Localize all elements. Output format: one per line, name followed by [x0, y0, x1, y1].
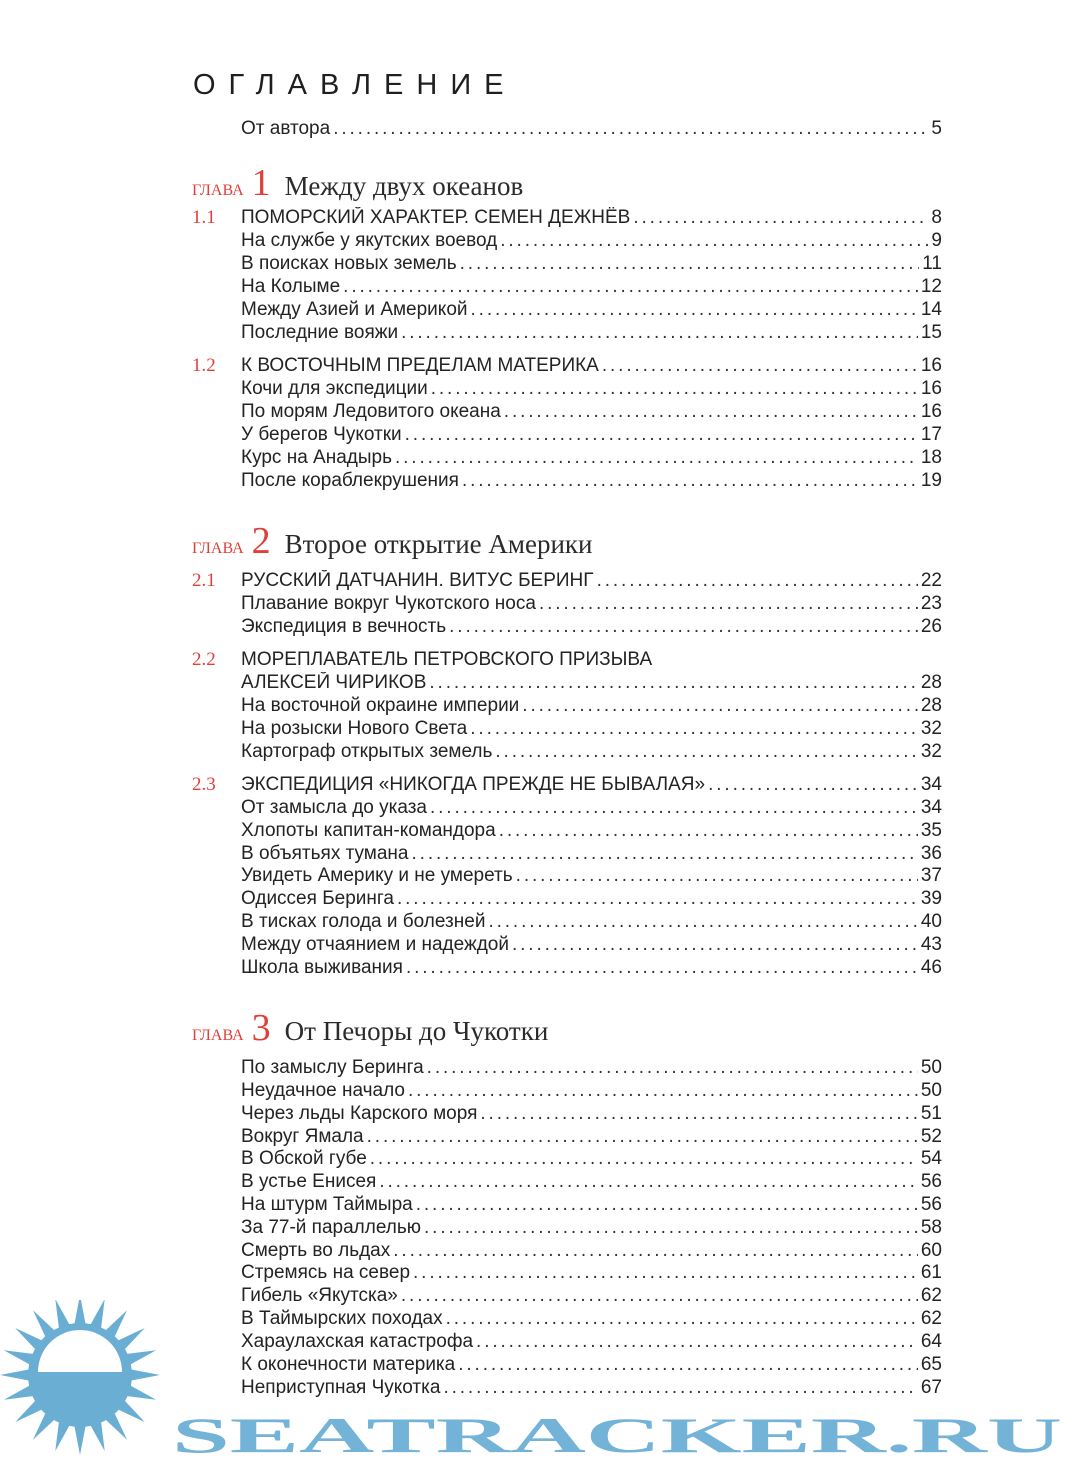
page-number: 18	[920, 447, 942, 468]
page-number: 37	[920, 865, 942, 886]
toc-item[interactable]	[241, 118, 942, 140]
sun-ray	[4, 1350, 37, 1366]
page-number: 32	[920, 718, 942, 739]
toc-item[interactable]	[241, 593, 942, 615]
chapter-title: Второе открытие Америки	[284, 529, 593, 559]
dot-leader	[412, 843, 918, 865]
dot-leader	[480, 1103, 917, 1125]
entry-title: Стремясь на север	[241, 1262, 411, 1283]
dot-leader	[512, 934, 918, 956]
sun-icon	[0, 1300, 160, 1455]
page-number: 56	[920, 1171, 942, 1192]
page-number: 15	[920, 322, 942, 343]
page-number: 34	[920, 797, 942, 818]
section-number: 1.1	[192, 207, 216, 228]
page-number: 14	[920, 299, 942, 320]
dot-leader	[476, 1331, 918, 1353]
page-number: 50	[920, 1057, 942, 1078]
dot-leader	[602, 355, 918, 377]
entry-title: Последние вояжи	[241, 322, 399, 343]
toc-item[interactable]	[241, 1331, 942, 1353]
dot-leader	[416, 1194, 918, 1216]
entry-title: В тисках голода и болезней	[241, 911, 486, 932]
toc-item[interactable]	[241, 1171, 942, 1193]
sun-ray	[55, 1300, 71, 1332]
page-number: 36	[920, 843, 942, 864]
entry-title: В Таймырских походах	[241, 1308, 443, 1329]
page-number: 16	[920, 355, 942, 376]
dot-leader	[633, 207, 928, 229]
entry-title: В поисках новых земель	[241, 253, 457, 274]
dot-leader	[458, 1354, 918, 1376]
dot-leader	[397, 888, 918, 910]
toc-item[interactable]	[241, 1080, 942, 1102]
page-number: 26	[920, 616, 942, 637]
dot-leader	[408, 1080, 918, 1102]
chapter-heading	[192, 521, 592, 561]
entry-title: В Обской губе	[241, 1148, 367, 1169]
toc-item[interactable]	[241, 934, 942, 956]
chapter-heading	[192, 1008, 548, 1048]
entry-title: После кораблекрушения	[241, 470, 459, 491]
page-number: 12	[920, 276, 942, 297]
page-number: 43	[920, 934, 942, 955]
section-number: 1.2	[192, 355, 216, 376]
entry-title: По замыслу Беринга	[241, 1057, 424, 1078]
toc-item[interactable]	[241, 957, 942, 979]
entry-title: ЭКСПЕДИЦИЯ «НИКОГДА ПРЕЖДЕ НЕ БЫВАЛАЯ»	[241, 774, 706, 795]
page-number: 16	[920, 378, 942, 399]
page-number: 52	[920, 1126, 942, 1147]
toc-item[interactable]	[241, 695, 942, 717]
sun-ray	[55, 1418, 71, 1451]
toc-item[interactable]	[241, 820, 942, 842]
page-number: 34	[920, 774, 942, 795]
entry-title: Смерть во льдах	[241, 1240, 391, 1261]
toc-item[interactable]	[241, 672, 942, 694]
dot-leader	[427, 1057, 918, 1079]
sun-ray	[115, 1398, 145, 1422]
page-number: 9	[931, 230, 942, 251]
section-number: 2.3	[192, 774, 216, 795]
toc-item[interactable]	[241, 299, 942, 321]
page-number: 61	[920, 1262, 942, 1283]
dot-leader	[504, 401, 918, 423]
page-number: 16	[920, 401, 942, 422]
entry-title: От автора	[241, 118, 331, 139]
page-number: 62	[920, 1285, 942, 1306]
toc-item[interactable]	[241, 253, 942, 275]
chapter-title: От Печоры до Чукотки	[284, 1016, 549, 1046]
dot-leader	[495, 741, 917, 763]
toc-item[interactable]	[241, 865, 942, 887]
entry-title: Увидеть Америку и не умереть	[241, 865, 513, 886]
page-number: 51	[920, 1103, 942, 1124]
toc-section[interactable]	[192, 774, 942, 796]
entry-title: К оконечности материка	[241, 1354, 456, 1375]
page-number: 8	[931, 207, 942, 228]
toc-item[interactable]	[241, 1126, 942, 1148]
entry-title: Неудачное начало	[241, 1080, 405, 1101]
chapter-word: ГЛАВА	[192, 182, 244, 199]
entry-title: Кочи для экспедиции	[241, 378, 428, 399]
sun-ray	[33, 1310, 57, 1340]
page-number: 56	[920, 1194, 942, 1215]
dot-leader	[500, 230, 928, 252]
toc-section[interactable]	[192, 649, 942, 671]
entry-title: Плавание вокруг Чукотского носа	[241, 593, 536, 614]
page-number: 28	[920, 672, 942, 693]
page-number: 5	[931, 118, 942, 139]
sun-ray	[74, 1423, 86, 1455]
entry-title: Экспедиция в вечность	[241, 616, 447, 637]
entry-title: АЛЕКСЕЙ ЧИРИКОВ	[241, 672, 427, 693]
toc-section[interactable]	[192, 207, 942, 229]
page-number: 35	[920, 820, 942, 841]
toc-item[interactable]	[241, 447, 942, 469]
toc-item[interactable]	[241, 470, 942, 492]
entry-title: На розыски Нового Света	[241, 718, 468, 739]
chapter-heading	[192, 163, 523, 203]
toc-item[interactable]	[241, 1194, 942, 1216]
page-number: 62	[920, 1308, 942, 1329]
dot-leader	[499, 820, 918, 842]
dot-leader	[370, 1148, 918, 1170]
entry-title: К ВОСТОЧНЫМ ПРЕДЕЛАМ МАТЕРИКА	[241, 355, 599, 376]
dot-leader	[413, 1262, 918, 1284]
dot-leader	[539, 593, 918, 615]
dot-leader	[393, 1240, 918, 1262]
entry-title: В объятьях тумана	[241, 843, 409, 864]
toc-item[interactable]	[241, 1148, 942, 1170]
page-number: 65	[920, 1354, 942, 1375]
entry-title: У берегов Чукотки	[241, 424, 402, 445]
dot-leader	[597, 570, 918, 592]
entry-title: Гибель «Якутска»	[241, 1285, 398, 1306]
dot-leader	[446, 1308, 918, 1330]
entry-title: РУССКИЙ ДАТЧАНИН. ВИТУС БЕРИНГ	[241, 570, 594, 591]
sun-ray	[33, 1410, 57, 1440]
dot-leader	[406, 957, 918, 979]
dot-leader	[395, 447, 918, 469]
dot-leader	[443, 1377, 917, 1399]
toc-section[interactable]	[192, 355, 942, 377]
section-number: 2.2	[192, 649, 216, 670]
toc-item[interactable]	[241, 741, 942, 763]
toc-item[interactable]	[241, 1217, 942, 1239]
entry-title: Курс на Анадырь	[241, 447, 392, 468]
dot-leader	[430, 797, 918, 819]
entry-title: Вокруг Ямала	[241, 1126, 364, 1147]
page-number: 60	[920, 1240, 942, 1261]
sun-ray	[89, 1300, 105, 1332]
sun-ray	[89, 1418, 105, 1451]
toc-item[interactable]	[241, 616, 942, 638]
toc-item[interactable]	[241, 1354, 942, 1376]
entry-title: Одиссея Беринга	[241, 888, 394, 909]
chapter-number: 1	[251, 162, 271, 204]
toc-item[interactable]	[241, 911, 942, 933]
entry-title: На восточной окраине империи	[241, 695, 520, 716]
page-number: 17	[920, 424, 942, 445]
entry-title: Школа выживания	[241, 957, 403, 978]
page-title: ОГЛАВЛЕНИЕ	[193, 69, 517, 101]
entry-title: От замысла до указа	[241, 797, 427, 818]
entry-title: Картограф открытых земель	[241, 741, 493, 762]
entry-title: МОРЕПЛАВАТЕЛЬ ПЕТРОВСКОГО ПРИЗЫВА	[241, 649, 653, 670]
page-number: 28	[920, 695, 942, 716]
page-number: 32	[920, 741, 942, 762]
toc-item[interactable]	[241, 378, 942, 400]
dot-leader	[516, 865, 918, 887]
page-number: 67	[920, 1377, 942, 1398]
chapter-word: ГЛАВА	[192, 1027, 244, 1044]
dot-leader	[401, 1285, 918, 1307]
dot-leader	[470, 718, 918, 740]
dot-leader	[343, 276, 918, 298]
sun-ray	[103, 1310, 127, 1340]
dot-leader	[431, 378, 918, 400]
entry-title: Неприступная Чукотка	[241, 1377, 441, 1398]
page-number: 22	[920, 570, 942, 591]
dot-leader	[708, 774, 918, 796]
entry-title: Хараулахская катастрофа	[241, 1331, 474, 1352]
toc-item[interactable]	[241, 322, 942, 344]
entry-title: ПОМОРСКИЙ ХАРАКТЕР. СЕМЕН ДЕЖНЁВ	[241, 207, 631, 228]
toc-item[interactable]	[241, 401, 942, 423]
page-number: 11	[922, 253, 942, 274]
page-number: 39	[920, 888, 942, 909]
toc-item[interactable]	[241, 718, 942, 740]
toc-item[interactable]	[241, 1103, 942, 1125]
toc-item[interactable]	[241, 1262, 942, 1284]
entry-title: Между отчаянием и надеждой	[241, 934, 509, 955]
toc-item[interactable]	[241, 1377, 942, 1399]
dot-leader	[522, 695, 918, 717]
dot-leader	[405, 424, 918, 446]
page-number: 40	[920, 911, 942, 932]
dot-leader	[488, 911, 917, 933]
dot-leader	[460, 253, 920, 275]
toc-item[interactable]	[241, 888, 942, 910]
entry-title: Между Азией и Америкой	[241, 299, 468, 320]
sun-ray	[123, 1384, 156, 1400]
toc-item[interactable]	[241, 1240, 942, 1262]
page-number: 50	[920, 1080, 942, 1101]
toc-section[interactable]	[192, 570, 942, 592]
sun-ray	[115, 1328, 145, 1352]
entry-title: На службе у якутских воевод	[241, 230, 498, 251]
sun-ray	[0, 1369, 32, 1381]
toc-item[interactable]	[241, 1308, 942, 1330]
dot-leader	[401, 322, 918, 344]
entry-title: За 77-й параллелью	[241, 1217, 422, 1238]
chapter-number: 3	[251, 1007, 271, 1049]
chapter-word: ГЛАВА	[192, 540, 244, 557]
dot-leader	[471, 299, 918, 321]
dot-leader	[379, 1171, 918, 1193]
sun-ray	[15, 1398, 45, 1422]
page-number: 23	[920, 593, 942, 614]
dot-leader	[424, 1217, 918, 1239]
dot-leader	[429, 672, 917, 694]
page-number: 19	[920, 470, 942, 491]
section-number: 2.1	[192, 570, 216, 591]
chapter-number: 2	[251, 520, 271, 562]
dot-leader	[367, 1126, 918, 1148]
entry-title: По морям Ледовитого океана	[241, 401, 501, 422]
toc-item[interactable]	[241, 843, 942, 865]
entry-title: Хлопоты капитан-командора	[241, 820, 496, 841]
sun-ray	[103, 1410, 127, 1440]
entry-title: На Колыме	[241, 276, 341, 297]
watermark-text: SEATRACKER.RU	[172, 1407, 1062, 1458]
sun-ray	[4, 1384, 37, 1400]
toc-item[interactable]	[241, 1057, 942, 1079]
entry-title: Через льды Карского моря	[241, 1103, 478, 1124]
entry-title: В устье Енисея	[241, 1171, 377, 1192]
chapter-title: Между двух океанов	[284, 171, 524, 201]
sun-ray	[123, 1350, 156, 1366]
toc-item[interactable]	[241, 230, 942, 252]
page-number: 46	[920, 957, 942, 978]
page-number: 64	[920, 1331, 942, 1352]
toc-item[interactable]	[241, 276, 942, 298]
sun-ray	[74, 1300, 86, 1327]
toc-item[interactable]	[241, 424, 942, 446]
dot-leader	[462, 470, 918, 492]
dot-leader	[449, 616, 918, 638]
toc-item[interactable]	[241, 797, 942, 819]
entry-title: На штурм Таймыра	[241, 1194, 413, 1215]
dot-leader	[333, 118, 928, 140]
sun-ray	[15, 1328, 45, 1352]
page-number: 58	[920, 1217, 942, 1238]
sun-ray	[128, 1369, 160, 1381]
toc-item[interactable]	[241, 1285, 942, 1307]
page-number: 54	[920, 1148, 942, 1169]
